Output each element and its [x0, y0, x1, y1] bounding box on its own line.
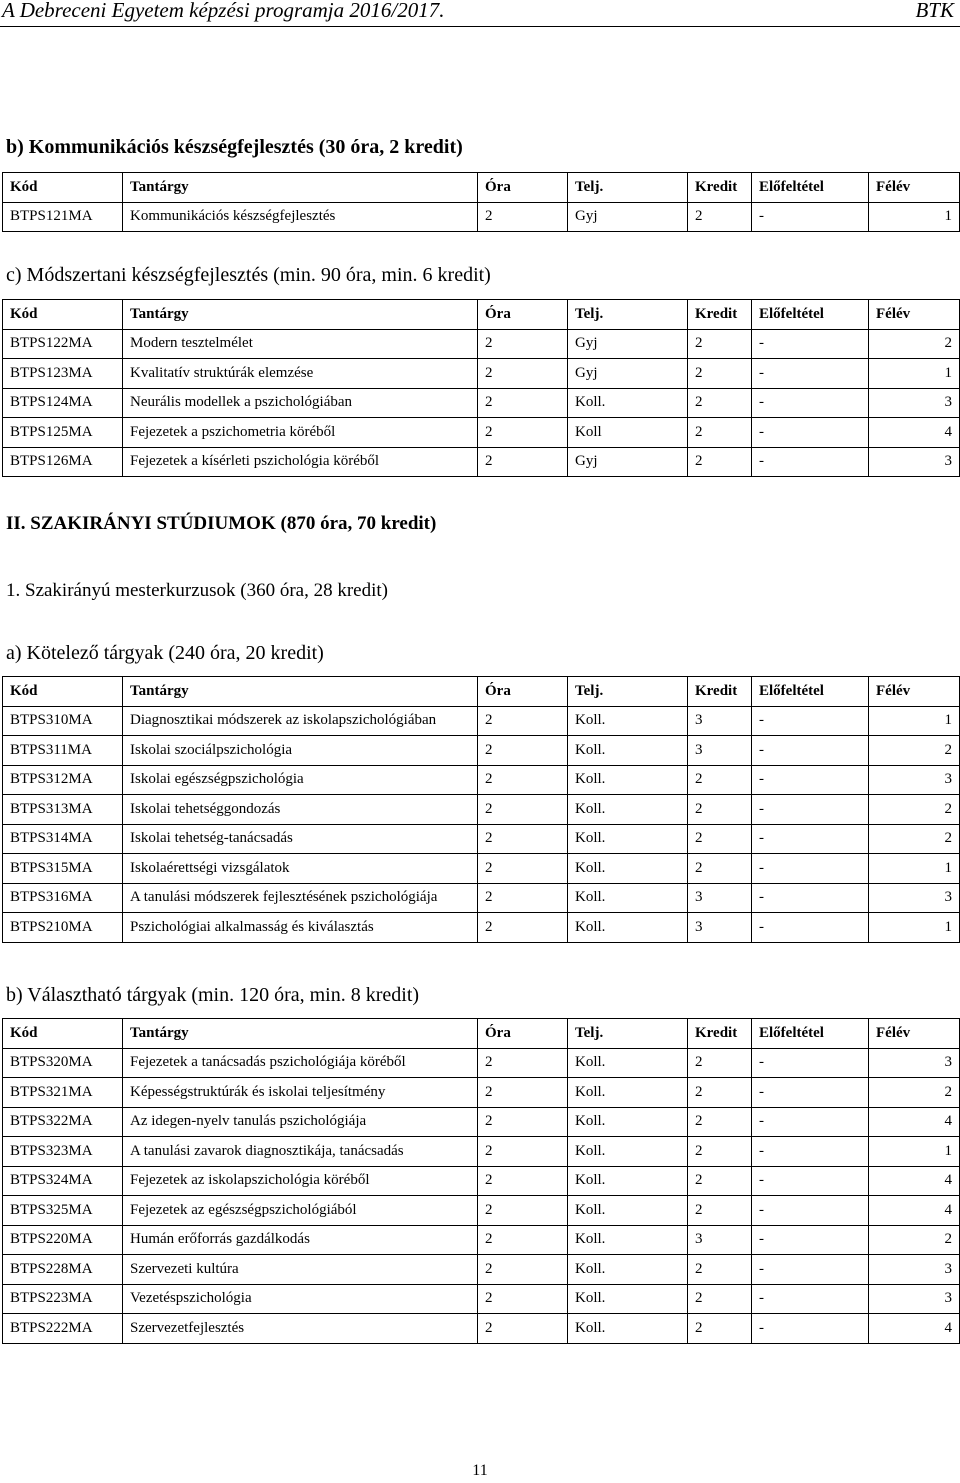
column-header-semester: Félév: [869, 173, 960, 203]
column-header-subject: Tantárgy: [123, 173, 478, 203]
cell-subject: Modern tesztelmélet: [123, 329, 478, 359]
column-header-semester: Félév: [869, 300, 960, 330]
cell-semester: 2: [869, 736, 960, 766]
cell-subject: Fejezetek a pszichometria köréből: [123, 418, 478, 448]
cell-credit: 2: [688, 1314, 752, 1344]
cell-semester: 4: [869, 1166, 960, 1196]
table-row: [3, 447, 960, 477]
column-header-semester: Félév: [869, 1019, 960, 1049]
cell-assessment: Koll.: [568, 736, 688, 766]
table-row: [3, 1048, 960, 1078]
cell-subject: Szervezetfejlesztés: [123, 1314, 478, 1344]
cell-subject: Iskolai szociálpszichológia: [123, 736, 478, 766]
cell-assessment: Koll.: [568, 1048, 688, 1078]
column-header-hours: Óra: [478, 300, 568, 330]
cell-credit: 3: [688, 913, 752, 943]
cell-hours: 2: [478, 854, 568, 884]
cell-semester: 3: [869, 388, 960, 418]
cell-assessment: Koll.: [568, 706, 688, 736]
column-header-semester: Félév: [869, 677, 960, 707]
section-heading-communication: b) Kommunikációs készségfejlesztés (30 óra, 2 kredit): [6, 136, 463, 158]
cell-prerequisite: -: [752, 1314, 869, 1344]
cell-prerequisite: -: [752, 913, 869, 943]
table-header-row: [3, 173, 960, 203]
cell-prerequisite: -: [752, 1225, 869, 1255]
column-header-subject: Tantárgy: [123, 300, 478, 330]
cell-subject: Kvalitatív struktúrák elemzése: [123, 359, 478, 389]
cell-code: BTPS123MA: [3, 359, 123, 389]
cell-assessment: Koll.: [568, 1255, 688, 1285]
cell-credit: 2: [688, 795, 752, 825]
table-row: [3, 202, 960, 232]
cell-credit: 2: [688, 388, 752, 418]
column-header-assessment: Telj.: [568, 677, 688, 707]
cell-code: BTPS126MA: [3, 447, 123, 477]
cell-code: BTPS324MA: [3, 1166, 123, 1196]
cell-assessment: Koll: [568, 418, 688, 448]
cell-hours: 2: [478, 883, 568, 913]
cell-semester: 1: [869, 1137, 960, 1167]
cell-credit: 2: [688, 202, 752, 232]
cell-subject: Kommunikációs készségfejlesztés: [123, 202, 478, 232]
cell-prerequisite: -: [752, 765, 869, 795]
cell-semester: 3: [869, 1048, 960, 1078]
cell-assessment: Koll.: [568, 765, 688, 795]
table-row: [3, 1255, 960, 1285]
cell-hours: 2: [478, 795, 568, 825]
cell-prerequisite: -: [752, 359, 869, 389]
cell-credit: 3: [688, 1225, 752, 1255]
cell-hours: 2: [478, 1314, 568, 1344]
cell-prerequisite: -: [752, 1137, 869, 1167]
table-row: [3, 706, 960, 736]
cell-prerequisite: -: [752, 202, 869, 232]
cell-semester: 1: [869, 202, 960, 232]
cell-semester: 4: [869, 1196, 960, 1226]
cell-subject: Iskolai tehetséggondozás: [123, 795, 478, 825]
cell-assessment: Koll.: [568, 795, 688, 825]
cell-code: BTPS321MA: [3, 1078, 123, 1108]
cell-hours: 2: [478, 913, 568, 943]
running-header-faculty: BTK: [915, 0, 954, 22]
cell-code: BTPS210MA: [3, 913, 123, 943]
cell-hours: 2: [478, 1255, 568, 1285]
cell-assessment: Koll.: [568, 1225, 688, 1255]
column-header-credit: Kredit: [688, 300, 752, 330]
cell-subject: Vezetéspszichológia: [123, 1284, 478, 1314]
cell-prerequisite: -: [752, 1166, 869, 1196]
cell-assessment: Gyj: [568, 202, 688, 232]
cell-subject: Humán erőforrás gazdálkodás: [123, 1225, 478, 1255]
cell-semester: 1: [869, 913, 960, 943]
cell-prerequisite: -: [752, 854, 869, 884]
column-header-hours: Óra: [478, 677, 568, 707]
cell-assessment: Koll.: [568, 883, 688, 913]
cell-credit: 2: [688, 1078, 752, 1108]
cell-hours: 2: [478, 329, 568, 359]
cell-credit: 3: [688, 706, 752, 736]
cell-credit: 2: [688, 447, 752, 477]
cell-semester: 3: [869, 765, 960, 795]
table-header-row: [3, 300, 960, 330]
cell-assessment: Koll.: [568, 1314, 688, 1344]
cell-subject: Fejezetek a kísérleti pszichológia köréből: [123, 447, 478, 477]
cell-subject: Neurális modellek a pszichológiában: [123, 388, 478, 418]
header-rule: [0, 26, 960, 27]
column-header-code: Kód: [3, 677, 123, 707]
cell-subject: Az idegen-nyelv tanulás pszichológiája: [123, 1107, 478, 1137]
cell-hours: 2: [478, 1225, 568, 1255]
table-row: [3, 1107, 960, 1137]
page-number: 11: [472, 1462, 488, 1479]
cell-assessment: Koll.: [568, 1078, 688, 1108]
running-header-title: A Debreceni Egyetem képzési programja 2016/2017.: [2, 0, 445, 22]
cell-semester: 1: [869, 854, 960, 884]
cell-semester: 3: [869, 883, 960, 913]
cell-semester: 3: [869, 447, 960, 477]
cell-hours: 2: [478, 1196, 568, 1226]
cell-credit: 2: [688, 1048, 752, 1078]
cell-code: BTPS125MA: [3, 418, 123, 448]
cell-assessment: Koll.: [568, 913, 688, 943]
table-row: [3, 388, 960, 418]
cell-semester: 4: [869, 418, 960, 448]
table-row: [3, 1314, 960, 1344]
cell-subject: Fejezetek az iskolapszichológia köréből: [123, 1166, 478, 1196]
course-table-compulsory: [2, 676, 960, 943]
cell-prerequisite: -: [752, 1048, 869, 1078]
cell-code: BTPS311MA: [3, 736, 123, 766]
course-table-communication: [2, 172, 960, 232]
cell-prerequisite: -: [752, 1196, 869, 1226]
cell-prerequisite: -: [752, 1255, 869, 1285]
cell-assessment: Koll.: [568, 824, 688, 854]
table-row: [3, 1284, 960, 1314]
cell-subject: Pszichológiai alkalmasság és kiválasztás: [123, 913, 478, 943]
cell-prerequisite: -: [752, 706, 869, 736]
cell-prerequisite: -: [752, 329, 869, 359]
course-table-methodology: [2, 299, 960, 477]
cell-credit: 3: [688, 736, 752, 766]
cell-code: BTPS310MA: [3, 706, 123, 736]
cell-semester: 2: [869, 795, 960, 825]
cell-assessment: Koll.: [568, 388, 688, 418]
table-row: [3, 795, 960, 825]
column-header-assessment: Telj.: [568, 1019, 688, 1049]
section-heading-specialization-studies: II. SZAKIRÁNYI STÚDIUMOK (870 óra, 70 kredit): [6, 513, 437, 534]
cell-hours: 2: [478, 1284, 568, 1314]
table-row: [3, 824, 960, 854]
cell-code: BTPS313MA: [3, 795, 123, 825]
cell-credit: 2: [688, 329, 752, 359]
section-heading-compulsory: a) Kötelező tárgyak (240 óra, 20 kredit): [6, 642, 324, 664]
cell-semester: 2: [869, 1078, 960, 1108]
cell-code: BTPS322MA: [3, 1107, 123, 1137]
cell-hours: 2: [478, 706, 568, 736]
cell-prerequisite: -: [752, 1107, 869, 1137]
cell-hours: 2: [478, 736, 568, 766]
column-header-code: Kód: [3, 1019, 123, 1049]
cell-credit: 2: [688, 1137, 752, 1167]
cell-hours: 2: [478, 824, 568, 854]
table-row: [3, 1225, 960, 1255]
cell-code: BTPS124MA: [3, 388, 123, 418]
cell-code: BTPS222MA: [3, 1314, 123, 1344]
cell-code: BTPS314MA: [3, 824, 123, 854]
cell-hours: 2: [478, 418, 568, 448]
table-row: [3, 359, 960, 389]
table-row: [3, 883, 960, 913]
cell-assessment: Koll.: [568, 1284, 688, 1314]
cell-hours: 2: [478, 359, 568, 389]
cell-hours: 2: [478, 1166, 568, 1196]
table-row: [3, 1166, 960, 1196]
cell-subject: Képességstruktúrák és iskolai teljesítmény: [123, 1078, 478, 1108]
column-header-prerequisite: Előfeltétel: [752, 677, 869, 707]
table-row: [3, 913, 960, 943]
cell-subject: Iskolai tehetség-tanácsadás: [123, 824, 478, 854]
column-header-prerequisite: Előfeltétel: [752, 1019, 869, 1049]
cell-assessment: Gyj: [568, 359, 688, 389]
section-heading-master-courses: 1. Szakirányú mesterkurzusok (360 óra, 28 kredit): [6, 580, 389, 601]
cell-code: BTPS316MA: [3, 883, 123, 913]
column-header-assessment: Telj.: [568, 300, 688, 330]
cell-credit: 2: [688, 1196, 752, 1226]
cell-hours: 2: [478, 1048, 568, 1078]
cell-credit: 2: [688, 1107, 752, 1137]
section-heading-methodology: c) Módszertani készségfejlesztés (min. 90 óra, min. 6 kredit): [6, 264, 491, 286]
cell-prerequisite: -: [752, 824, 869, 854]
course-table-elective: [2, 1018, 960, 1344]
cell-hours: 2: [478, 765, 568, 795]
column-header-code: Kód: [3, 173, 123, 203]
cell-prerequisite: -: [752, 883, 869, 913]
cell-assessment: Koll.: [568, 1196, 688, 1226]
cell-assessment: Koll.: [568, 1107, 688, 1137]
cell-code: BTPS315MA: [3, 854, 123, 884]
cell-prerequisite: -: [752, 388, 869, 418]
table-row: [3, 765, 960, 795]
cell-subject: Iskolaérettségi vizsgálatok: [123, 854, 478, 884]
column-header-code: Kód: [3, 300, 123, 330]
cell-credit: 3: [688, 883, 752, 913]
column-header-prerequisite: Előfeltétel: [752, 300, 869, 330]
cell-hours: 2: [478, 447, 568, 477]
section-heading-elective: b) Választható tárgyak (min. 120 óra, min. 8 kredit): [6, 984, 420, 1006]
cell-semester: 2: [869, 1225, 960, 1255]
cell-assessment: Koll.: [568, 854, 688, 884]
column-header-prerequisite: Előfeltétel: [752, 173, 869, 203]
cell-subject: A tanulási zavarok diagnosztikája, tanácsadás: [123, 1137, 478, 1167]
table-row: [3, 329, 960, 359]
table-row: [3, 1137, 960, 1167]
cell-prerequisite: -: [752, 447, 869, 477]
cell-semester: 1: [869, 359, 960, 389]
cell-semester: 2: [869, 824, 960, 854]
cell-assessment: Gyj: [568, 329, 688, 359]
cell-subject: Iskolai egészségpszichológia: [123, 765, 478, 795]
cell-hours: 2: [478, 202, 568, 232]
cell-semester: 4: [869, 1314, 960, 1344]
table-header-row: [3, 1019, 960, 1049]
column-header-credit: Kredit: [688, 677, 752, 707]
table-row: [3, 1078, 960, 1108]
column-header-credit: Kredit: [688, 1019, 752, 1049]
cell-assessment: Koll.: [568, 1166, 688, 1196]
table-row: [3, 736, 960, 766]
cell-subject: Fejezetek a tanácsadás pszichológiája köréből: [123, 1048, 478, 1078]
cell-assessment: Gyj: [568, 447, 688, 477]
cell-subject: A tanulási módszerek fejlesztésének pszichológiája: [123, 883, 478, 913]
column-header-hours: Óra: [478, 173, 568, 203]
cell-semester: 4: [869, 1107, 960, 1137]
cell-prerequisite: -: [752, 736, 869, 766]
cell-code: BTPS320MA: [3, 1048, 123, 1078]
cell-code: BTPS325MA: [3, 1196, 123, 1226]
cell-prerequisite: -: [752, 1078, 869, 1108]
cell-credit: 2: [688, 854, 752, 884]
cell-semester: 1: [869, 706, 960, 736]
table-header-row: [3, 677, 960, 707]
cell-assessment: Koll.: [568, 1137, 688, 1167]
cell-prerequisite: -: [752, 1284, 869, 1314]
cell-semester: 3: [869, 1284, 960, 1314]
column-header-subject: Tantárgy: [123, 677, 478, 707]
cell-code: BTPS323MA: [3, 1137, 123, 1167]
table-row: [3, 1196, 960, 1226]
cell-credit: 2: [688, 1255, 752, 1285]
cell-credit: 2: [688, 359, 752, 389]
cell-hours: 2: [478, 1078, 568, 1108]
cell-hours: 2: [478, 1107, 568, 1137]
table-row: [3, 418, 960, 448]
column-header-assessment: Telj.: [568, 173, 688, 203]
cell-code: BTPS228MA: [3, 1255, 123, 1285]
cell-subject: Diagnosztikai módszerek az iskolapszichológiában: [123, 706, 478, 736]
cell-code: BTPS122MA: [3, 329, 123, 359]
cell-prerequisite: -: [752, 795, 869, 825]
column-header-hours: Óra: [478, 1019, 568, 1049]
cell-code: BTPS312MA: [3, 765, 123, 795]
cell-code: BTPS223MA: [3, 1284, 123, 1314]
cell-credit: 2: [688, 418, 752, 448]
cell-subject: Fejezetek az egészségpszichológiából: [123, 1196, 478, 1226]
cell-semester: 2: [869, 329, 960, 359]
cell-subject: Szervezeti kultúra: [123, 1255, 478, 1285]
cell-code: BTPS220MA: [3, 1225, 123, 1255]
column-header-subject: Tantárgy: [123, 1019, 478, 1049]
cell-credit: 2: [688, 824, 752, 854]
cell-credit: 2: [688, 765, 752, 795]
column-header-credit: Kredit: [688, 173, 752, 203]
cell-credit: 2: [688, 1166, 752, 1196]
cell-credit: 2: [688, 1284, 752, 1314]
cell-hours: 2: [478, 388, 568, 418]
cell-hours: 2: [478, 1137, 568, 1167]
cell-prerequisite: -: [752, 418, 869, 448]
cell-code: BTPS121MA: [3, 202, 123, 232]
cell-semester: 3: [869, 1255, 960, 1285]
table-row: [3, 854, 960, 884]
